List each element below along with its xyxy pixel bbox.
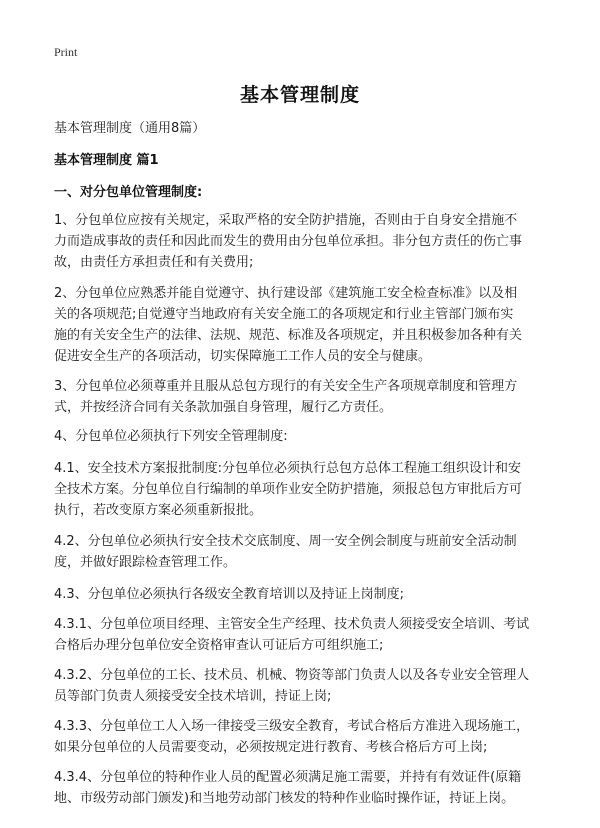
paragraph-line: 2、分包单位应熟悉并能自觉遵守、执行建设部《建筑施工安全检查标准》以及相 — [54, 286, 518, 301]
paragraph-line: 力而造成事故的责任和因此而发生的费用由分包单位承担。非分包方责任的伤亡事 — [54, 234, 523, 249]
paragraph-line: 执行，若改变原方案必须重新报批。 — [54, 503, 263, 518]
paragraph-line: 4、分包单位必须执行下列安全管理制度: — [54, 429, 288, 444]
paragraph-line: 关的各项规范;自觉遵守当地政府有关安全施工的各项规定和行业主管部门颁布实 — [54, 307, 514, 322]
paragraph-line: 4.3、分包单位必须执行各级安全教育培训以及持证上岗制度; — [54, 587, 405, 602]
paragraph-line: 员等部门负责人须接受安全技术培训，持证上岗; — [54, 689, 332, 704]
paragraph-line: 3、分包单位必须尊重并且服从总包方现行的有关安全生产各项规章制度和管理方 — [54, 379, 518, 394]
paragraph-line: 度，并做好跟踪检查管理工作。 — [54, 555, 237, 570]
paragraph-line: 全技术方案。分包单位自行编制的单项作业安全防护措施，须报总包方审批后方可 — [54, 482, 523, 497]
paragraph-line: 4.3.4、分包单位的特种作业人员的配置必须满足施工需要，并持有有效证件(原籍 — [54, 770, 522, 785]
paragraph-line: 合格后办理分包单位安全资格审查认可证后方可组织施工; — [54, 638, 384, 653]
paragraph-line: 4.3.1、分包单位项目经理、主管安全生产经理、技术负责人须接受安全培训、考试 — [54, 617, 530, 632]
paragraph-line: 4.3.2、分包单位的工长、技术员、机械、物资等部门负责人以及各专业安全管理人 — [54, 668, 530, 683]
paragraph-line: 4.1、安全技术方案报批制度:分包单位必须执行总包方总体工程施工组织设计和安 — [54, 461, 522, 476]
paragraph-line: 4.3.3、分包单位工人入场一律接受三级安全教育，考试合格后方准进入现场施工， — [54, 719, 530, 734]
part-heading: 一、对分包单位管理制度: — [54, 185, 203, 200]
print-label[interactable]: Print — [54, 45, 78, 59]
paragraph-line: 促进安全生产的各项活动，切实保障施工工作人员的安全与健康。 — [54, 349, 432, 364]
document-title: 基本管理制度 — [239, 84, 360, 106]
paragraph-line: 1、分包单位应按有关规定，采取严格的安全防护措施，否则由于自身安全措施不 — [54, 213, 518, 228]
section-heading: 基本管理制度 篇1 — [54, 153, 159, 168]
paragraph-line: 施的有关安全生产的法律、法规、规范、标准及各项规定，并且积极参加各种有关 — [54, 328, 523, 343]
paragraph-line: 如果分包单位的人员需要变动，必须按规定进行教育、考核合格后方可上岗; — [54, 740, 488, 755]
paragraph-line: 地、市级劳动部门颁发)和当地劳动部门核发的特种作业临时操作证，持证上岗。 — [54, 791, 515, 806]
paragraph-line: 式，并按经济合同有关条款加强自身管理，履行乙方责任。 — [54, 400, 393, 415]
document-subtitle: 基本管理制度（通用8篇） — [54, 121, 206, 136]
paragraph-line: 4.2、分包单位必须执行安全技术交底制度、周一安全例会制度与班前安全活动制 — [54, 534, 517, 549]
paragraph-line: 故，由责任方承担责任和有关费用; — [54, 255, 254, 270]
